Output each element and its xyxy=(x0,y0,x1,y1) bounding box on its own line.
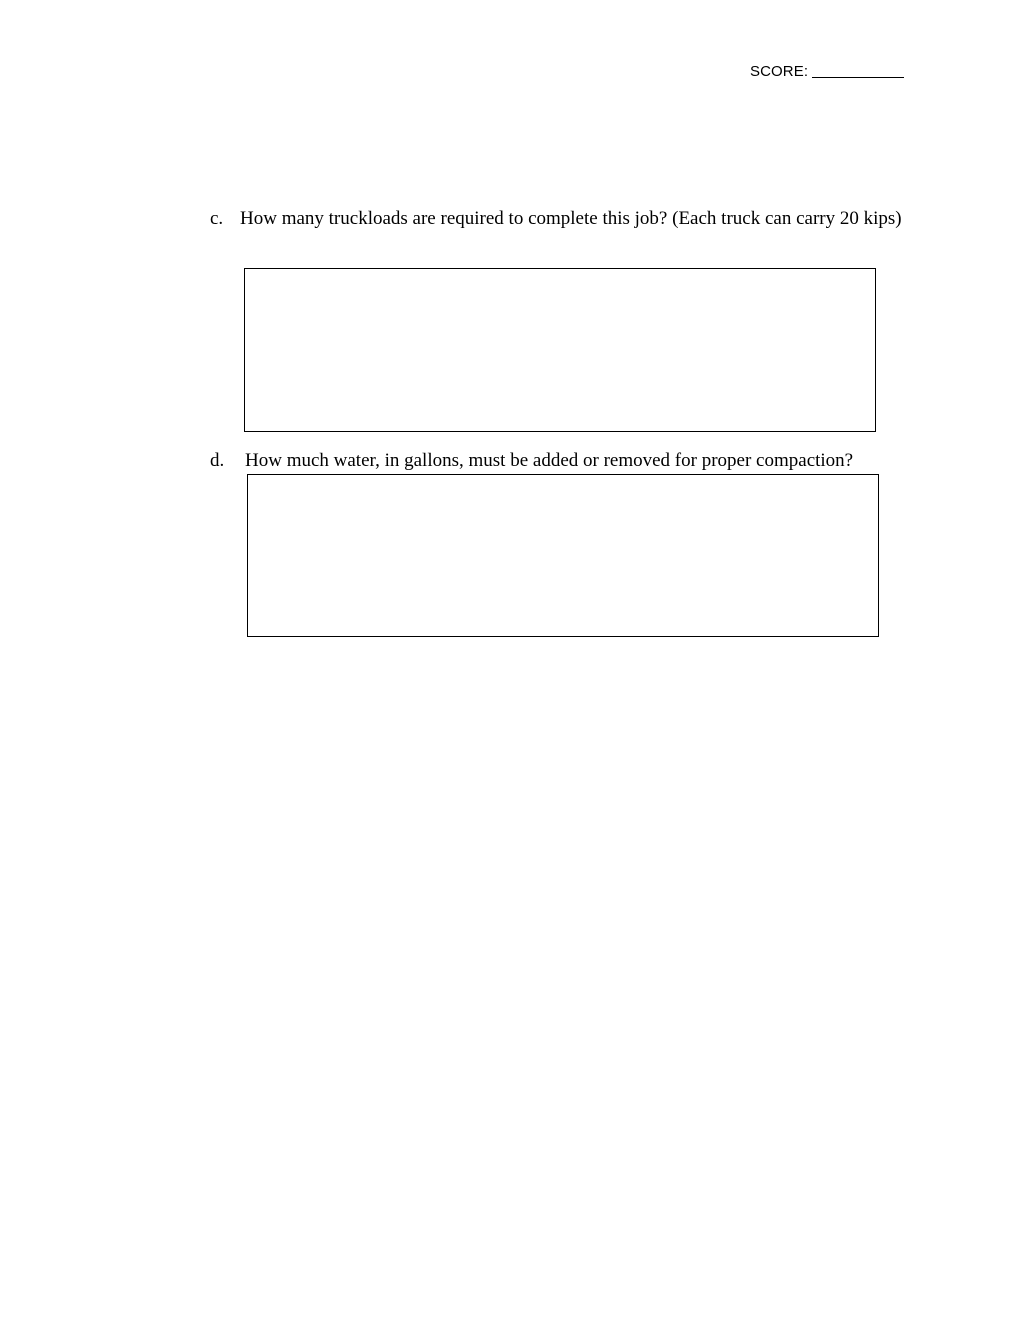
question-letter: c. xyxy=(210,208,224,229)
question-letter: d. xyxy=(210,450,225,471)
question-text: How much water, in gallons, must be added or removed for proper compaction? xyxy=(245,450,854,471)
score-field xyxy=(750,61,904,80)
answer-box-d[interactable] xyxy=(247,474,879,637)
score-blank-line xyxy=(812,63,904,78)
question-text: How many truckloads are required to complete this job? (Each truck can carry 20 kips) xyxy=(240,208,902,229)
score-label: SCORE: xyxy=(750,63,809,80)
answer-box-c[interactable] xyxy=(244,268,876,432)
